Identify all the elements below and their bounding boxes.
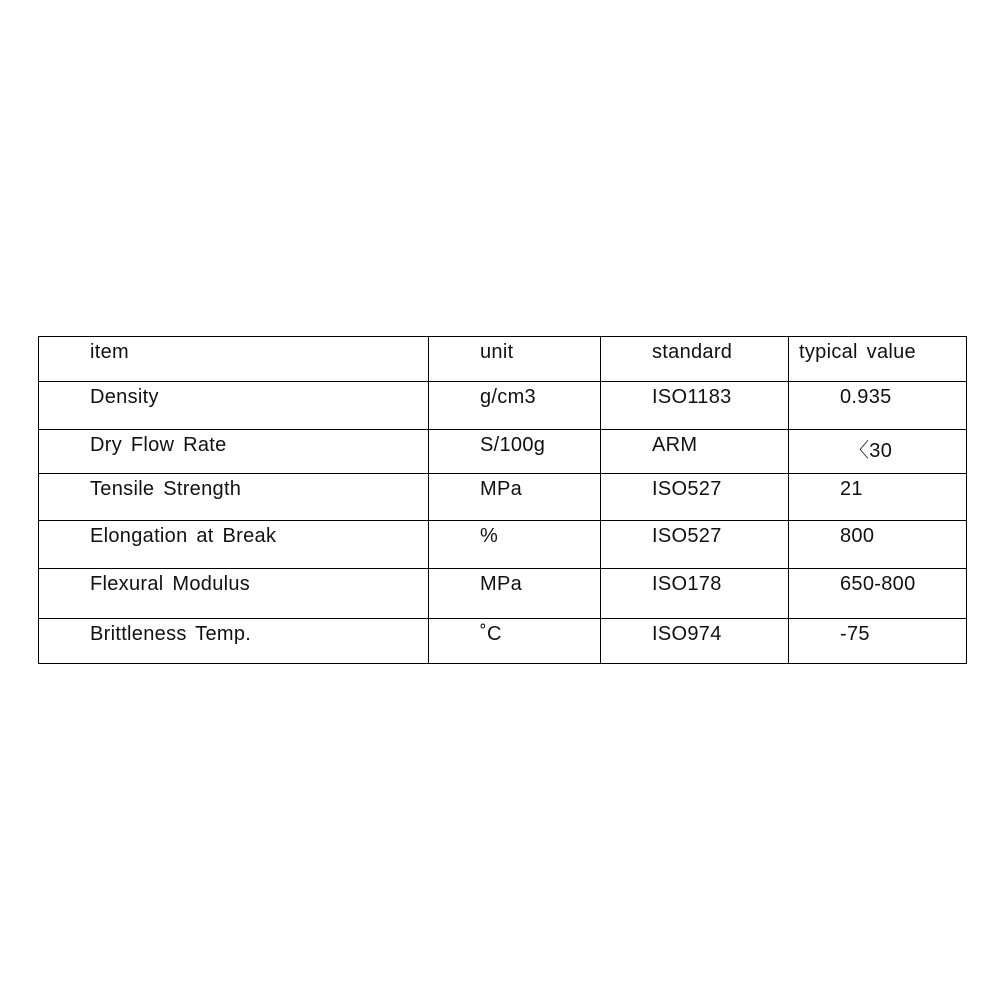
header-typical-value-label: typical value — [799, 341, 916, 363]
table-row — [39, 521, 967, 569]
cell-standard — [601, 474, 789, 521]
cell-unit-text: g/cm3 — [480, 386, 536, 408]
properties-table — [38, 336, 967, 664]
cell-item-text: Tensile Strength — [90, 478, 242, 500]
cell-typical-value-text: 800 — [840, 525, 875, 547]
cell-standard — [601, 430, 789, 474]
cell-unit-text: MPa — [480, 478, 523, 500]
cell-typical-value — [789, 382, 967, 430]
cell-typical-value-text: 〈30 — [849, 440, 893, 462]
cell-item — [39, 474, 429, 521]
cell-item — [39, 569, 429, 619]
cell-standard-text: ISO527 — [652, 478, 722, 500]
cell-typical-value — [789, 474, 967, 521]
cell-standard-text: ISO974 — [652, 623, 722, 645]
cell-item-text: Brittleness Temp. — [90, 623, 252, 645]
table-row — [39, 619, 967, 664]
cell-typical-value-text: 0.935 — [840, 386, 892, 408]
cell-unit-text: % — [480, 525, 499, 547]
cell-standard-text: ISO1183 — [652, 386, 732, 408]
header-standard-label: standard — [652, 341, 733, 363]
header-item — [39, 337, 429, 382]
cell-item-text: Dry Flow Rate — [90, 434, 227, 456]
header-item-label: item — [90, 341, 129, 363]
cell-item — [39, 619, 429, 664]
cell-standard — [601, 619, 789, 664]
cell-standard — [601, 569, 789, 619]
cell-typical-value-text: 21 — [840, 478, 863, 500]
cell-standard-text: ARM — [652, 434, 698, 456]
table-row — [39, 569, 967, 619]
cell-unit-text: S/100g — [480, 434, 546, 456]
cell-typical-value — [789, 430, 967, 474]
cell-standard-text: ISO527 — [652, 525, 722, 547]
cell-typical-value-text: -75 — [840, 623, 870, 645]
cell-typical-value-text: 650-800 — [840, 573, 916, 595]
cell-standard-text: ISO178 — [652, 573, 722, 595]
cell-unit — [429, 569, 601, 619]
cell-unit-text: ˚C — [480, 623, 502, 645]
cell-typical-value — [789, 569, 967, 619]
cell-unit — [429, 474, 601, 521]
cell-standard — [601, 521, 789, 569]
cell-item-text: Elongation at Break — [90, 525, 277, 547]
cell-typical-value — [789, 619, 967, 664]
header-unit-label: unit — [480, 341, 514, 363]
table-row — [39, 474, 967, 521]
cell-typical-value — [789, 521, 967, 569]
cell-unit — [429, 382, 601, 430]
cell-item — [39, 430, 429, 474]
table-row — [39, 382, 967, 430]
header-typical-value — [789, 337, 967, 382]
cell-unit — [429, 619, 601, 664]
cell-unit — [429, 430, 601, 474]
table-header-row — [39, 337, 967, 382]
header-standard — [601, 337, 789, 382]
cell-unit-text: MPa — [480, 573, 523, 595]
header-unit — [429, 337, 601, 382]
cell-item-text: Flexural Modulus — [90, 573, 251, 595]
cell-standard — [601, 382, 789, 430]
cell-item-text: Density — [90, 386, 159, 408]
cell-unit — [429, 521, 601, 569]
table-row — [39, 430, 967, 474]
cell-item — [39, 382, 429, 430]
cell-item — [39, 521, 429, 569]
